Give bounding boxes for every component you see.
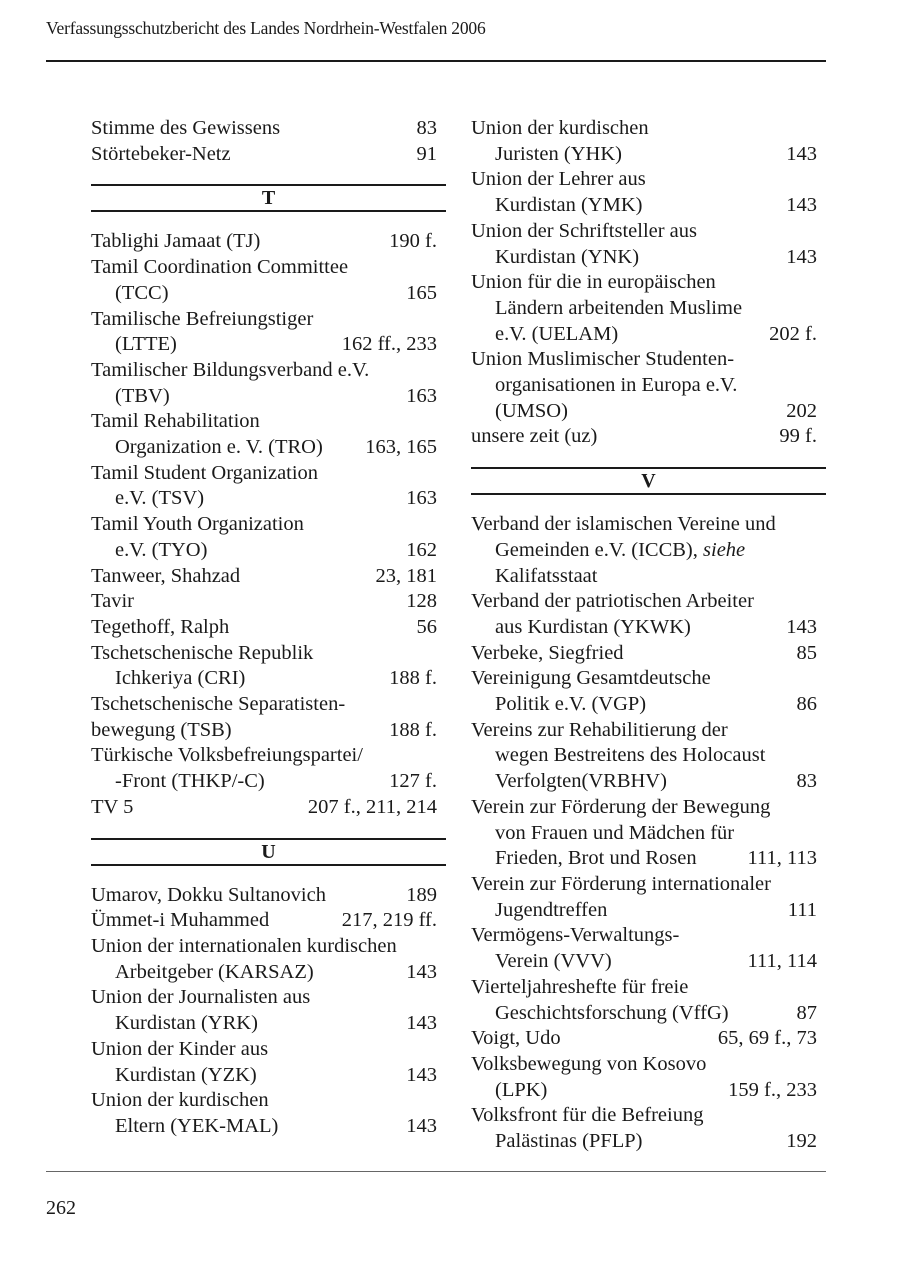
index-entry-line — [91, 908, 446, 934]
index-term: Kurdistan (YZK) — [115, 1063, 257, 1086]
index-entry-line — [91, 615, 446, 641]
page-reference: 163 — [406, 384, 437, 407]
index-entry-line — [91, 281, 446, 307]
index-entry-line — [471, 821, 826, 847]
page-reference: 192 — [786, 1130, 817, 1153]
header-rule — [46, 60, 826, 62]
page-reference: 188 f. — [389, 667, 437, 690]
index-entry-line — [471, 769, 826, 795]
index-term: Kurdistan (YRK) — [115, 1012, 258, 1035]
index-entry-line — [91, 461, 446, 487]
index-entry-line — [471, 923, 826, 949]
index-entry — [91, 512, 446, 563]
index-entry-line — [91, 743, 446, 769]
index-entry — [471, 795, 826, 872]
index-term: Ümmet-i Muhammed — [91, 909, 270, 932]
index-term: (UMSO) — [495, 399, 568, 422]
index-term: Geschichtsforschung (VffG) — [495, 1001, 729, 1024]
index-entry — [91, 255, 446, 306]
index-term: Tegethoff, Ralph — [91, 615, 230, 638]
page-number: 262 — [46, 1197, 76, 1219]
index-entry — [471, 641, 826, 667]
index-entry — [471, 589, 826, 640]
index-entry-line — [91, 795, 446, 821]
see-reference: siehe — [703, 538, 746, 561]
index-entry-line — [91, 142, 446, 168]
index-entry-line — [91, 486, 446, 512]
index-term: Verfolgten(VRBHV) — [495, 770, 667, 793]
index-entry — [91, 615, 446, 641]
index-entry-line — [91, 564, 446, 590]
index-term: Jugendtreffen — [495, 898, 608, 921]
index-entry-line — [471, 872, 826, 898]
page-reference: 143 — [406, 960, 437, 983]
index-entry-line — [471, 1052, 826, 1078]
index-entry — [91, 461, 446, 512]
index-entry — [471, 923, 826, 974]
index-term: aus Kurdistan (YKWK) — [495, 615, 691, 638]
index-term: e.V. (UELAM) — [495, 322, 619, 345]
index-term: Union der Lehrer aus — [471, 168, 646, 191]
index-term: Kalifatsstaat — [495, 564, 598, 587]
index-entry-line — [91, 332, 446, 358]
index-entry-line — [471, 219, 826, 245]
index-entry-line — [91, 718, 446, 744]
index-entry-line — [471, 975, 826, 1001]
index-term: Verein zur Förderung internationaler — [471, 872, 771, 895]
page-reference: 159 f., 233 — [728, 1078, 817, 1101]
index-term: Verband der patriotischen Arbeiter — [471, 590, 754, 613]
index-term: Eltern (YEK-MAL) — [115, 1114, 279, 1137]
index-term: Tamil Student Organization — [91, 461, 319, 484]
index-term: Tanweer, Shahzad — [91, 564, 241, 587]
index-entry-line — [471, 846, 826, 872]
index-term: Juristen (YHK) — [495, 142, 622, 165]
page-reference: 202 — [786, 399, 817, 422]
index-term: Union der Journalisten aus — [91, 986, 311, 1009]
letter-heading-u: U — [91, 838, 446, 866]
index-term: Frieden, Brot und Rosen — [495, 847, 697, 870]
index-entry-line — [91, 307, 446, 333]
index-entry-line — [471, 1078, 826, 1104]
index-entry-line — [471, 296, 826, 322]
index-entry — [471, 1103, 826, 1154]
index-entry — [471, 116, 826, 167]
index-entry — [91, 1037, 446, 1088]
index-entry-line — [471, 743, 826, 769]
index-entry — [91, 692, 446, 743]
index-entry-line — [471, 564, 826, 590]
index-entry-line — [91, 512, 446, 538]
index-term: Politik e.V. (VGP) — [495, 693, 647, 716]
index-term: (TBV) — [115, 384, 170, 407]
index-entry-line — [91, 1011, 446, 1037]
index-entry-line — [91, 1037, 446, 1063]
index-term: TV 5 — [91, 795, 134, 818]
index-term: wegen Bestreitens des Holocaust — [495, 744, 766, 767]
index-entry — [91, 589, 446, 615]
index-entry — [91, 116, 446, 142]
index-entry-line — [91, 435, 446, 461]
index-term: Union der Kinder aus — [91, 1037, 269, 1060]
index-term: Tamil Coordination Committee — [91, 256, 349, 279]
index-term: (LPK) — [495, 1078, 548, 1101]
index-entry-line — [471, 898, 826, 924]
index-term: von Frauen und Mädchen für — [495, 821, 735, 844]
index-term: Organization e. V. (TRO) — [115, 436, 323, 459]
index-term: Union Muslimischer Studenten- — [471, 348, 735, 371]
index-entry-line — [91, 769, 446, 795]
index-term: Tamil Youth Organization — [91, 513, 304, 536]
page-reference: 127 f. — [389, 770, 437, 793]
page-reference: 162 — [406, 538, 437, 561]
index-entry-line — [471, 692, 826, 718]
footer-rule — [46, 1171, 826, 1172]
index-entry-line — [91, 1063, 446, 1089]
index-term: (LTTE) — [115, 333, 177, 356]
index-term: Volksfront für die Befreiung — [471, 1104, 704, 1127]
index-entry-line — [91, 255, 446, 281]
page-reference: 165 — [406, 281, 437, 304]
index-term: Ichkeriya (CRI) — [115, 667, 246, 690]
index-entry — [91, 307, 446, 358]
page-reference: 91 — [416, 142, 437, 165]
page-reference: 162 ff., 233 — [341, 333, 437, 356]
index-term: bewegung (TSB) — [91, 718, 232, 741]
index-entry — [471, 219, 826, 270]
index-term: Tablighi Jamaat (TJ) — [91, 230, 261, 253]
index-term: Tschetschenische Separatisten- — [91, 693, 346, 716]
index-entry — [91, 908, 446, 934]
index-entry-line — [91, 384, 446, 410]
index-term: Gemeinden e.V. (ICCB), siehe — [495, 538, 746, 561]
page-reference: 163, 165 — [365, 436, 437, 459]
index-entry-line — [471, 641, 826, 667]
index-term: Stimme des Gewissens — [91, 117, 281, 139]
index-column-left — [91, 116, 446, 1140]
index-entry — [471, 347, 826, 424]
index-entry — [91, 641, 446, 692]
index-term: organisationen in Europa e.V. — [495, 374, 738, 397]
index-term: Kurdistan (YNK) — [495, 245, 640, 268]
index-entry-line — [91, 934, 446, 960]
index-entry-line — [471, 245, 826, 271]
index-term: Tamilische Befreiungstiger — [91, 307, 314, 330]
page-reference: 99 f. — [779, 425, 817, 448]
page-reference: 143 — [786, 615, 817, 638]
index-term: Palästinas (PFLP) — [495, 1130, 643, 1153]
index-entry-line — [471, 322, 826, 348]
index-entry-line — [471, 193, 826, 219]
index-term: Tamil Rehabilitation — [91, 410, 260, 433]
index-term: Ländern arbeitenden Muslime — [495, 296, 743, 319]
index-term: Tavir — [91, 590, 134, 613]
page-reference: 56 — [416, 615, 437, 638]
index-entry — [91, 743, 446, 794]
index-entry — [471, 270, 826, 347]
page-reference: 143 — [406, 1012, 437, 1035]
index-entry — [471, 1026, 826, 1052]
index-entry — [471, 1052, 826, 1103]
index-term: Volksbewegung von Kosovo — [471, 1052, 707, 1075]
index-term: -Front (THKP/-C) — [115, 770, 265, 793]
index-entry — [91, 229, 446, 255]
index-entry-line — [471, 615, 826, 641]
index-entry-line — [91, 358, 446, 384]
index-term: Union für die in europäischen — [471, 271, 716, 294]
page-reference: 163 — [406, 487, 437, 510]
index-entry-line — [91, 985, 446, 1011]
page-reference: 83 — [796, 770, 817, 793]
page-reference: 83 — [416, 117, 437, 139]
index-entry-line — [91, 666, 446, 692]
index-entry-line — [91, 1088, 446, 1114]
index-entry — [91, 985, 446, 1036]
page-reference: 143 — [786, 142, 817, 165]
index-entry-line — [471, 795, 826, 821]
page-reference: 189 — [406, 883, 437, 906]
index-entry-line — [471, 666, 826, 692]
page-reference: 111 — [787, 898, 817, 921]
index-term: Union der Schriftsteller aus — [471, 219, 698, 242]
index-entry-line — [471, 1103, 826, 1129]
index-term: Union der kurdischen — [471, 117, 649, 139]
index-entry-line — [91, 1114, 446, 1140]
index-term: Tschetschenische Republik — [91, 641, 314, 664]
index-entry-line — [471, 167, 826, 193]
page-reference: 86 — [796, 693, 817, 716]
index-entry-line — [471, 270, 826, 296]
letter-heading-t: T — [91, 184, 446, 212]
index-entry-line — [91, 409, 446, 435]
page-reference: 111, 113 — [747, 847, 817, 870]
index-entry-line — [91, 589, 446, 615]
index-entry — [471, 512, 826, 589]
page-reference: 143 — [406, 1114, 437, 1137]
index-entry-line — [91, 960, 446, 986]
page-reference: 111, 114 — [747, 950, 817, 973]
page-reference: 143 — [786, 245, 817, 268]
index-entry-line — [471, 1026, 826, 1052]
index-term: Verein (VVV) — [495, 950, 612, 973]
index-entry-line — [471, 373, 826, 399]
index-term: Vierteljahreshefte für freie — [471, 975, 689, 998]
index-term: (TCC) — [115, 281, 169, 304]
index-entry-line — [471, 142, 826, 168]
page-reference: 190 f. — [389, 230, 437, 253]
index-term: Union der internationalen kurdischen — [91, 934, 397, 957]
index-term: Vermögens-Verwaltungs- — [471, 924, 680, 947]
index-term: Vereins zur Rehabilitierung der — [471, 718, 728, 741]
index-term: Türkische Volksbefreiungspartei/ — [91, 744, 363, 767]
page-reference: 143 — [786, 194, 817, 217]
index-entry — [91, 409, 446, 460]
index-entry-line — [471, 1001, 826, 1027]
index-entry-line — [91, 538, 446, 564]
index-entry-line — [471, 589, 826, 615]
index-term: Störtebeker-Netz — [91, 142, 231, 165]
index-entry-line — [471, 116, 826, 142]
page-reference: 202 f. — [769, 322, 817, 345]
index-term: Vereinigung Gesamtdeutsche — [471, 667, 711, 690]
index-entry — [91, 934, 446, 985]
index-entry-line — [471, 512, 826, 538]
index-entry-line — [471, 538, 826, 564]
index-entry-line — [91, 116, 446, 142]
page-reference: 87 — [796, 1001, 817, 1024]
index-entry-line — [471, 347, 826, 373]
index-entry — [471, 424, 826, 450]
index-entry-line — [471, 949, 826, 975]
index-entry — [91, 795, 446, 821]
index-entry-line — [91, 692, 446, 718]
index-term: Kurdistan (YMK) — [495, 194, 643, 217]
index-entry — [91, 142, 446, 168]
index-term: Tamilischer Bildungsverband e.V. — [91, 358, 370, 381]
index-entry-line — [91, 641, 446, 667]
page-reference: 143 — [406, 1063, 437, 1086]
page-reference: 207 f., 211, 214 — [307, 795, 437, 818]
index-term: Verein zur Förderung der Bewegung — [471, 795, 771, 818]
index-entry-line — [91, 229, 446, 255]
page-reference: 65, 69 f., 73 — [717, 1027, 817, 1050]
index-entry — [471, 975, 826, 1026]
index-term: Voigt, Udo — [471, 1027, 561, 1050]
index-entry — [91, 1088, 446, 1139]
index-term: Umarov, Dokku Sultanovich — [91, 883, 326, 906]
index-term: Union der kurdischen — [91, 1089, 269, 1112]
index-term: e.V. (TSV) — [115, 487, 205, 510]
index-entry — [471, 718, 826, 795]
index-entry-line — [471, 1129, 826, 1155]
index-term: unsere zeit (uz) — [471, 425, 598, 448]
page-reference: 217, 219 ff. — [341, 909, 437, 932]
index-entry — [91, 358, 446, 409]
index-entry-line — [471, 399, 826, 425]
page-reference: 23, 181 — [375, 564, 437, 587]
letter-heading-v: V — [471, 467, 826, 495]
index-entry — [471, 872, 826, 923]
index-term: Verbeke, Siegfried — [471, 641, 624, 664]
index-term: e.V. (TYO) — [115, 538, 208, 561]
index-column-right — [471, 116, 826, 1155]
index-term: Arbeitgeber (KARSAZ) — [115, 960, 314, 983]
page-reference: 128 — [406, 590, 437, 613]
index-entry-line — [471, 424, 826, 450]
page-reference: 85 — [796, 641, 817, 664]
index-entry-line — [91, 883, 446, 909]
index-entry-line — [471, 718, 826, 744]
index-entry — [471, 167, 826, 218]
index-entry — [471, 666, 826, 717]
index-entry — [91, 883, 446, 909]
index-entry — [91, 564, 446, 590]
index-term: Verband der islamischen Vereine und — [471, 513, 776, 536]
page-reference: 188 f. — [389, 718, 437, 741]
page-header-title: Verfassungsschutzbericht des Landes Nordrhein-Westfalen 2006 — [46, 18, 486, 38]
